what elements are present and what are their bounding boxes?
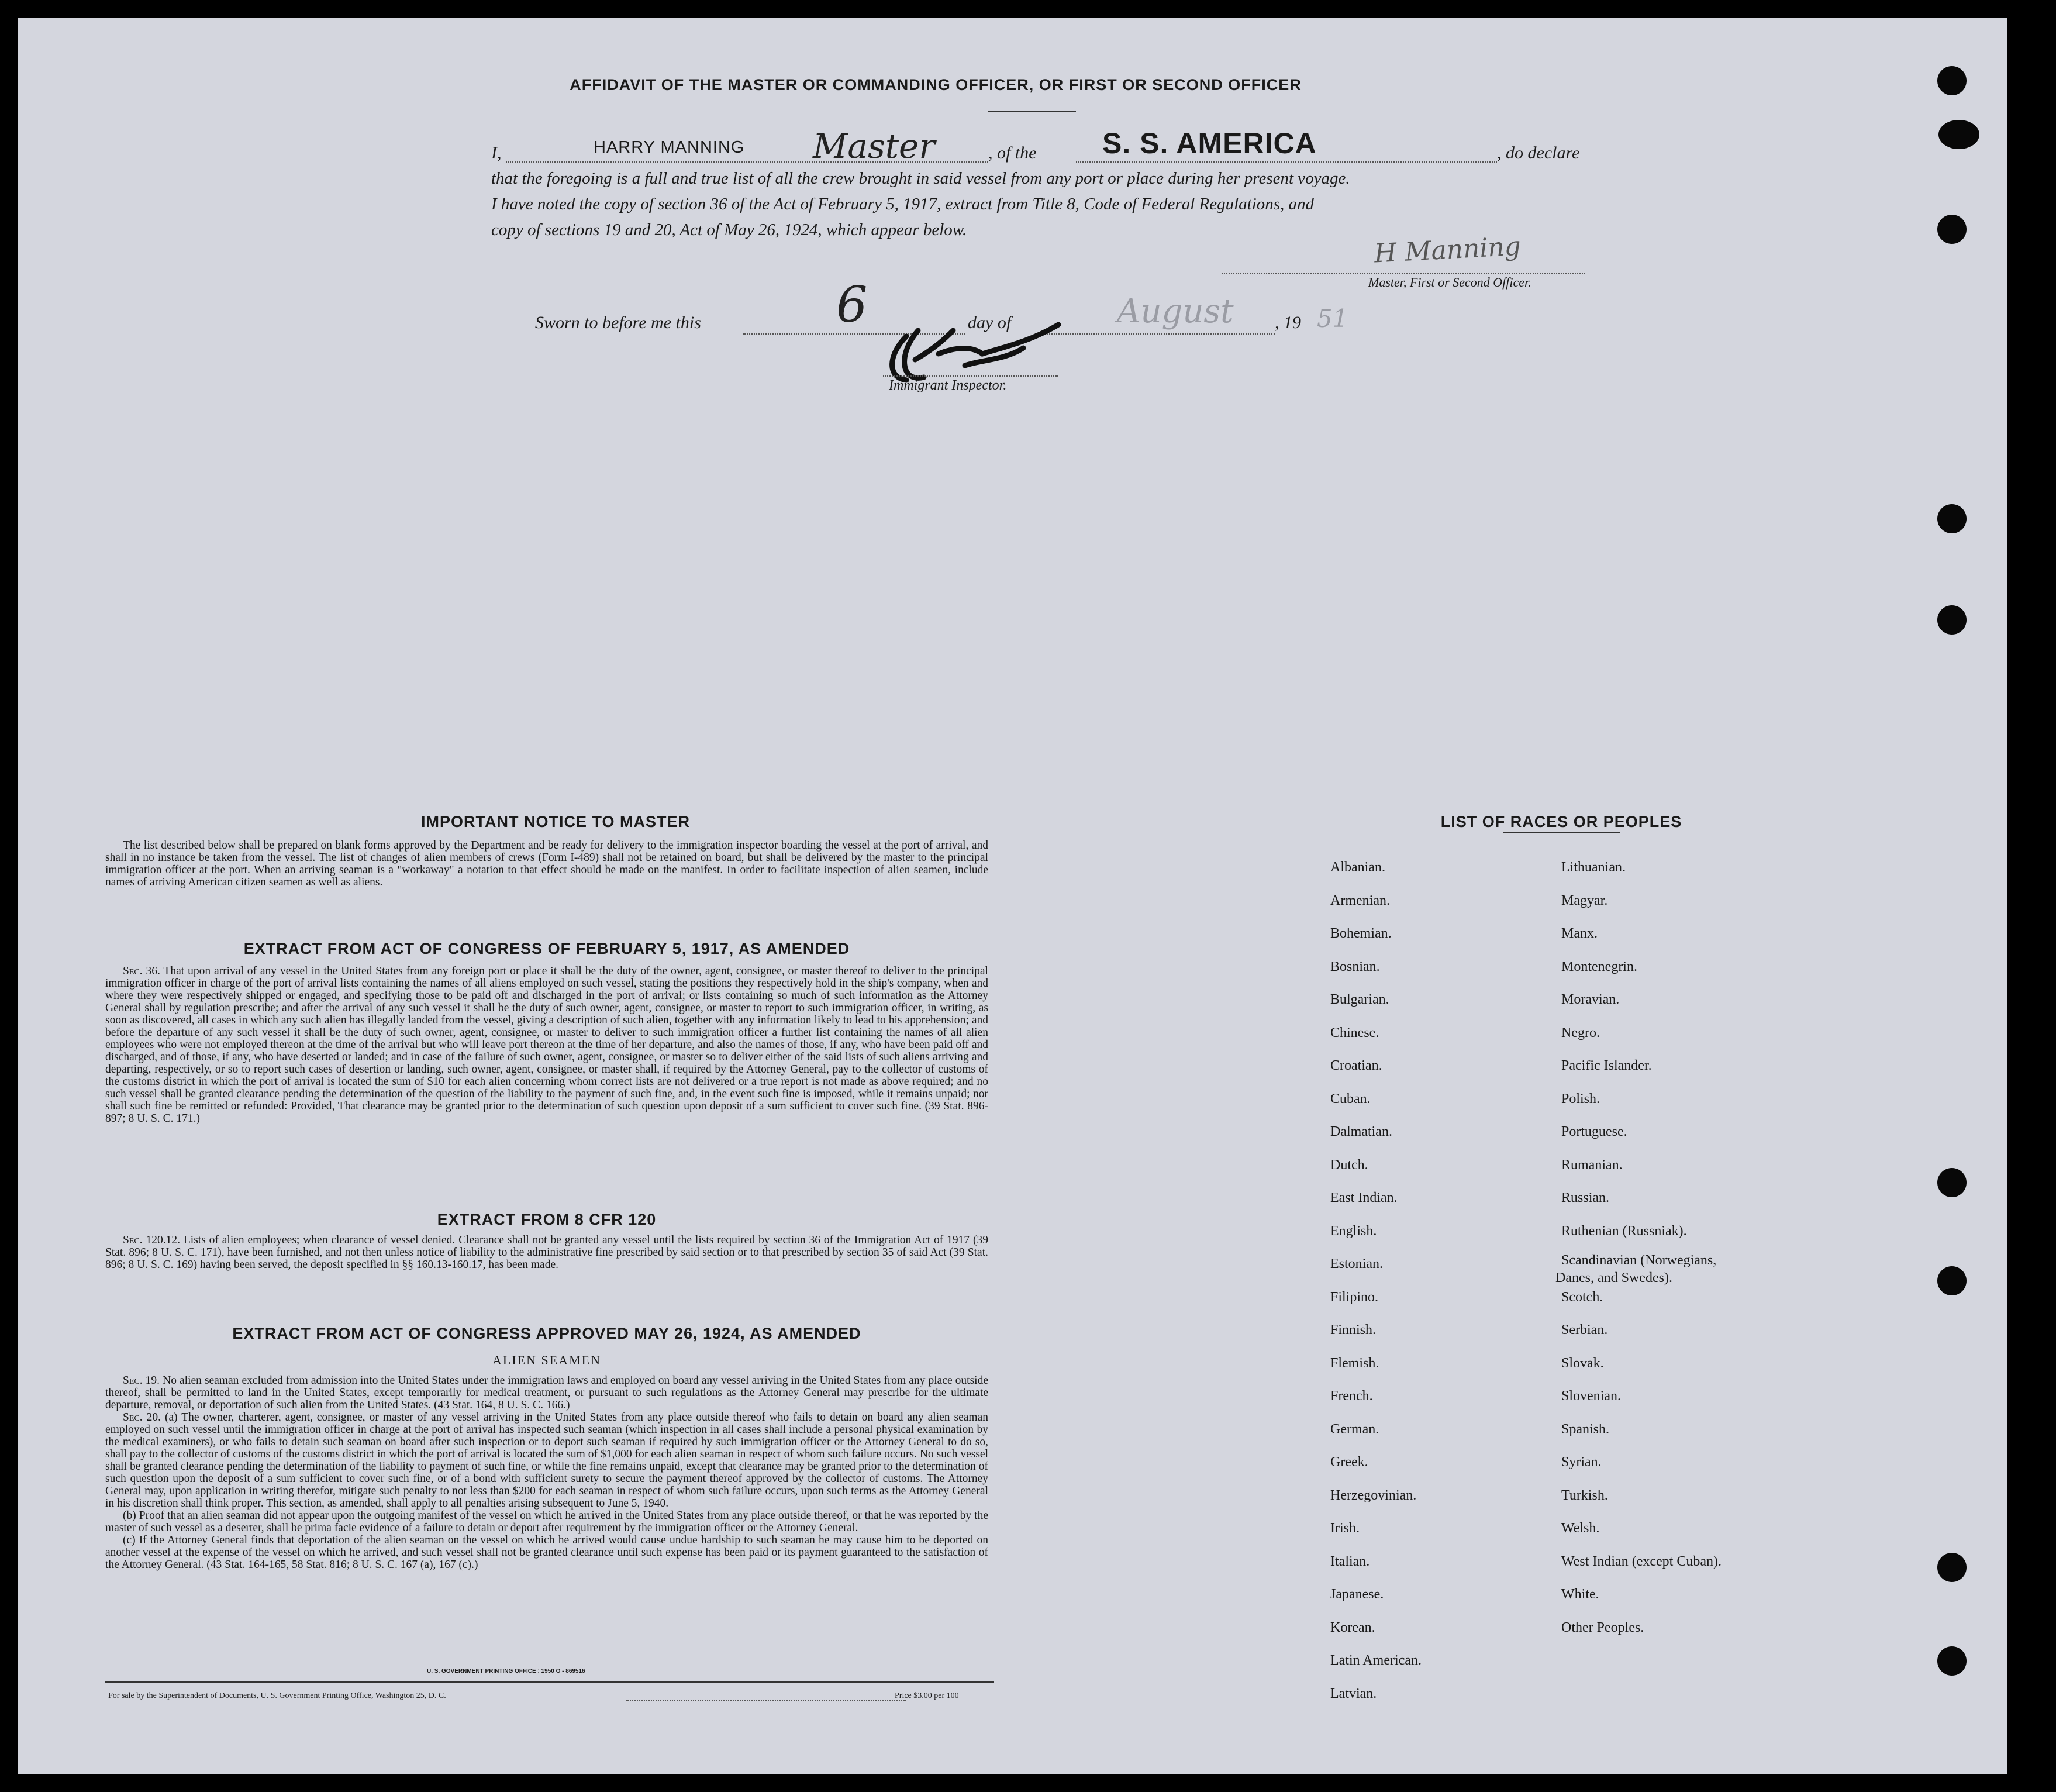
notice-text	[105, 839, 988, 888]
sec-120-text: Lists of alien employees; when clearance of vessel denied. Clearance shall not be granted any vessel until the lists required by section 36 of the Immigration Act of 1917 (39 Stat. 896; 8 U. S. C. 171), have been furnished, and not then unless notice of liability to the administrative fine prescribed by said section or to that prescribed by section 35 of said Act (39 Stat. 896; 8 U. S. C. 169) having been served, the deposit specified in §§ 160.13-160.17, has been made.	[105, 1234, 988, 1271]
document-page	[18, 18, 2007, 1774]
race-left-item: Latin American.	[1330, 1653, 1422, 1668]
race-left-item: Bosnian.	[1330, 959, 1380, 974]
race-left-item: Estonian.	[1330, 1256, 1383, 1271]
footer-dots	[626, 1700, 906, 1701]
race-left-item: Latvian.	[1330, 1686, 1377, 1701]
race-right-item: Serbian.	[1561, 1322, 1608, 1338]
race-left-item: Greek.	[1330, 1455, 1368, 1470]
race-left-item: East Indian.	[1330, 1190, 1398, 1205]
name-line	[506, 161, 988, 163]
race-left-item: Bohemian.	[1330, 926, 1392, 941]
race-left-item: Dutch.	[1330, 1157, 1368, 1173]
binder-hole	[1937, 605, 1967, 635]
year-prefix: , 19	[1275, 313, 1301, 332]
race-right-item: Magyar.	[1561, 892, 1608, 908]
binder-hole	[1937, 1553, 1967, 1582]
race-right-item: Rumanian.	[1561, 1157, 1623, 1173]
race-right-item: Spanish.	[1561, 1421, 1610, 1437]
race-right-item: Scandinavian (Norwegians,	[1561, 1253, 1717, 1268]
binder-hole	[1937, 1168, 1967, 1197]
vessel-line	[1076, 161, 1497, 163]
race-right-item: Slovak.	[1561, 1355, 1604, 1371]
binder-hole	[1937, 215, 1967, 244]
declaration-line-3: I have noted the copy of section 36 of the Act of February 5, 1917, extract from Title 8, Code of Federal Regulations, and	[491, 195, 1315, 213]
race-left-item: English.	[1330, 1223, 1377, 1239]
race-left-item: Croatian.	[1330, 1058, 1382, 1073]
race-left-item: Flemish.	[1330, 1355, 1379, 1371]
race-right-item: Polish.	[1561, 1091, 1600, 1107]
of-the: , of the	[988, 143, 1037, 163]
notice-title: IMPORTANT NOTICE TO MASTER	[421, 813, 690, 830]
month-handwritten: August	[1117, 292, 1234, 330]
sec-20-label: Sec. 20.	[123, 1411, 161, 1424]
binder-hole	[1937, 504, 1967, 533]
race-left-item: Cuban.	[1330, 1091, 1371, 1107]
sec-120-label: Sec. 120.12.	[123, 1234, 180, 1246]
race-left-item: Korean.	[1330, 1619, 1375, 1635]
race-left-item: German.	[1330, 1421, 1379, 1437]
race-left-item: Japanese.	[1330, 1587, 1384, 1602]
binder-hole	[1938, 120, 1979, 149]
race-right-item: West Indian (except Cuban).	[1561, 1553, 1722, 1569]
prefix-i: I,	[491, 143, 502, 163]
alien-seamen-subtitle: ALIEN SEAMEN	[492, 1353, 601, 1367]
day-handwritten: 6	[836, 276, 868, 333]
sworn-label: Sworn to before me this	[535, 313, 701, 332]
races-divider	[1503, 832, 1620, 833]
declaration-line-4: copy of sections 19 and 20, Act of May 26, 1924, which appear below.	[491, 220, 967, 239]
race-left-item: Finnish.	[1330, 1322, 1377, 1338]
extract-1924-title: EXTRACT FROM ACT OF CONGRESS APPROVED MAY 26, 1924, AS AMENDED	[232, 1325, 861, 1342]
binder-hole	[1937, 1646, 1967, 1676]
race-right-item: Turkish.	[1561, 1487, 1608, 1503]
race-right-item: Ruthenian (Russniak).	[1561, 1223, 1687, 1239]
notice-paragraph: The list described below shall be prepared on blank forms approved by the Department and be ready for delivery to the immigration inspector boarding the vessel at the port of arrival, and shall in no instance be taken from the vessel. The list of changes of alien members of crews (Form I-489) shall not be retained on board, but shall be delivered by the master to the principal immigration officer at the port. When an arriving seaman is a "workaway" a notation to that effect should be made on the manifest. In order to facilitate inspection of alien seamen, include names of arriving American citizen seamen as well as aliens.	[105, 839, 988, 888]
race-right-item: Other Peoples.	[1561, 1619, 1644, 1635]
race-right-item: Scotch.	[1561, 1289, 1603, 1305]
race-left-item: Albanian.	[1330, 860, 1385, 875]
price-note: Price $3.00 per 100	[895, 1691, 959, 1700]
binder-hole	[1937, 66, 1967, 95]
title-divider	[988, 111, 1076, 112]
race-right-item: Lithuanian.	[1561, 860, 1626, 875]
sec-20b-text: (b) Proof that an alien seaman did not appear upon the outgoing manifest of the vessel on which he arrived in the United States from any place outside thereof, or that he was reported by the master of such vessel as a deserter, shall be prima facie evidence of a failure to detain or deport after requirement by the immigration officer or the Attorney General.	[105, 1510, 988, 1534]
race-right-item: Danes, and Swedes).	[1555, 1270, 1672, 1286]
extract-cfr-title: EXTRACT FROM 8 CFR 120	[437, 1211, 657, 1228]
inspector-line	[883, 375, 1058, 377]
race-right-item: White.	[1561, 1587, 1599, 1602]
sec-20c-text: (c) If the Attorney General finds that deportation of the alien seaman on the vessel on which he arrived would cause undue hardship to such seaman he may cause him to be deported on another vessel at the expense of the vessel on which he arrived, and such vessel shall not be granted clearance until such expense has been paid or its payment guaranteed to the satisfaction of the Attorney General. (43 Stat. 164-165, 58 Stat. 816; 8 U. S. C. 167 (a), 167 (c).)	[105, 1534, 988, 1571]
race-right-item: Russian.	[1561, 1190, 1610, 1205]
race-right-item: Moravian.	[1561, 992, 1620, 1007]
race-right-item: Pacific Islander.	[1561, 1058, 1652, 1073]
race-right-item: Negro.	[1561, 1025, 1600, 1040]
extract-1924-text	[105, 1374, 988, 1571]
officer-name: HARRY MANNING	[594, 138, 745, 157]
race-right-item: Montenegrin.	[1561, 959, 1637, 974]
day-of: day of	[968, 313, 1012, 332]
officer-title-handwritten: Master	[813, 126, 936, 166]
master-signature: H Manning	[1373, 231, 1522, 269]
page-title: AFFIDAVIT OF THE MASTER OR COMMANDING OFFICER, OR FIRST OR SECOND OFFICER	[570, 76, 1302, 94]
race-right-item: Welsh.	[1561, 1521, 1600, 1536]
declaration-line-2: that the foregoing is a full and true list of all the crew brought in said vessel from any port or place during her present voyage.	[491, 169, 1350, 188]
sec-20a-text: (a) The owner, charterer, agent, consignee, or master of any vessel arriving in the United States from any place outside thereof who fails to detain on board any alien seaman employed on such vessel until the immigration officer in charge at the port of arrival has inspected such seaman (which inspection in all cases shall include a personal physical examination by the medical examiners), or who fails to detain such seaman on board after such inspection or to deport such seaman if required by such immigration officer or the Attorney General to do so, shall pay to the collector of customs of the customs district in which the port of arrival is located the sum of $1,000 for each alien seaman in respect of whom such failure occurs. No such vessel shall be granted clearance pending the determination of the liability to payment of such fine, or while the fine remains unpaid, except that clearance may be granted prior to the determination of such question upon the deposit of a sum sufficient to cover such fine, or of a bond with sufficient surety to secure the payment thereof approved by the collector of customs. The Attorney General may, upon application in writing therefor, mitigate such penalty to not less than $200 for each seaman in respect of whom such failure occurs, upon such terms as the Attorney General in his discretion shall think proper. This section, as amended, shall apply to all penalties arising subsequent to June 5, 1940.	[105, 1411, 988, 1510]
race-left-item: Filipino.	[1330, 1289, 1379, 1305]
binder-hole	[1937, 1266, 1967, 1295]
extract-1917-title: EXTRACT FROM ACT OF CONGRESS OF FEBRUARY 5, 1917, AS AMENDED	[243, 940, 850, 957]
footer-rule	[105, 1681, 994, 1683]
sec-19-label: Sec. 19.	[123, 1374, 160, 1387]
gpo-imprint: U. S. GOVERNMENT PRINTING OFFICE : 1950 O - 869516	[427, 1668, 585, 1674]
sec-36-text: That upon arrival of any vessel in the United States from any foreign port or place it shall be the duty of the owner, agent, consignee, or master thereof to deliver to the principal immigration officer in charge of the port of arrival lists containing the names of all aliens employed on such vessel, stating the positions they respectively hold in the ship's company, when and where they were respectively shipped or engaged, and specifying those to be paid off and discharged in the port of arrival; or lists containing so much of such information as the Attorney General shall by regulation prescribe; and after the arrival of any such vessel it shall be the duty of such owner, agent, consignee, or master to report to such immigration officer, in writing, as soon as discovered, all cases in which any such alien has illegally landed from the vessel, giving a description of such alien, together with any information likely to lead to his apprehension; and before the departure of any such vessel it shall be the duty of such owner, agent, consignee, or master to deliver to such immigration officer a further list containing the names of all alien employees who were not employed thereon at the time of the arrival but who will leave port thereon at the time of her departure, and also the names of those, if any, who have been paid off and discharged, and of those, if any, who have deserted or landed; and in case of the failure of such owner, agent, consignee, or master so to deliver either of the said lists of such aliens arriving and departing, respectively, or so to report such cases of desertion or landing, such owner, agent, consignee, or master shall, if required by the Attorney General, pay to the collector of customs of the customs district in which the port of arrival is located the sum of $10 for each alien concerning whom correct lists are not delivered or a true report is not made as above required; and no such vessel shall be granted clearance pending the determination of the question of the liability to the payment of such fine, and, in the event such fine is imposed, while it remains unpaid; nor shall such fine be remitted or refunded: Provided, That clearance may be granted prior to the determination of such question upon deposit of a sum sufficient to cover such fine. (39 Stat. 896-897; 8 U. S. C. 171.)	[105, 965, 988, 1125]
do-declare: , do declare	[1497, 143, 1580, 163]
race-left-item: Irish.	[1330, 1521, 1360, 1536]
extract-1917-text	[105, 965, 988, 1125]
race-left-item: Bulgarian.	[1330, 992, 1389, 1007]
race-right-item: Slovenian.	[1561, 1388, 1621, 1404]
race-left-item: Dalmatian.	[1330, 1124, 1392, 1139]
for-sale-note: For sale by the Superintendent of Documents, U. S. Government Printing Office, Washington 25, D. C.	[108, 1691, 446, 1700]
sec-36-label: Sec. 36.	[123, 965, 160, 977]
races-title: LIST OF RACES OR PEOPLES	[1440, 813, 1682, 830]
vessel-name: S. S. AMERICA	[1102, 127, 1317, 160]
year-handwritten: 51	[1317, 304, 1348, 333]
race-left-item: Italian.	[1330, 1553, 1370, 1569]
race-left-item: Herzegovinian.	[1330, 1487, 1417, 1503]
signature-caption: Master, First or Second Officer.	[1368, 275, 1531, 290]
race-left-item: French.	[1330, 1388, 1373, 1404]
signature-line	[1222, 273, 1585, 274]
extract-cfr-text	[105, 1234, 988, 1271]
race-right-item: Syrian.	[1561, 1455, 1602, 1470]
race-right-item: Portuguese.	[1561, 1124, 1627, 1139]
race-right-item: Manx.	[1561, 926, 1598, 941]
race-left-item: Armenian.	[1330, 892, 1390, 908]
inspector-caption: Immigrant Inspector.	[889, 378, 1007, 393]
race-left-item: Chinese.	[1330, 1025, 1379, 1040]
sec-19-text: No alien seaman excluded from admission into the United States under the immigration laws and employed on board any vessel arriving in the United States from any place outside thereof, shall be permitted to land in the United States, except temporarily for medical treatment, or pursuant to such regulations as the Attorney General may prescribe for the ultimate departure, removal, or deportation of such alien from the United States. (43 Stat. 164, 8 U. S. C. 166.)	[105, 1374, 989, 1411]
